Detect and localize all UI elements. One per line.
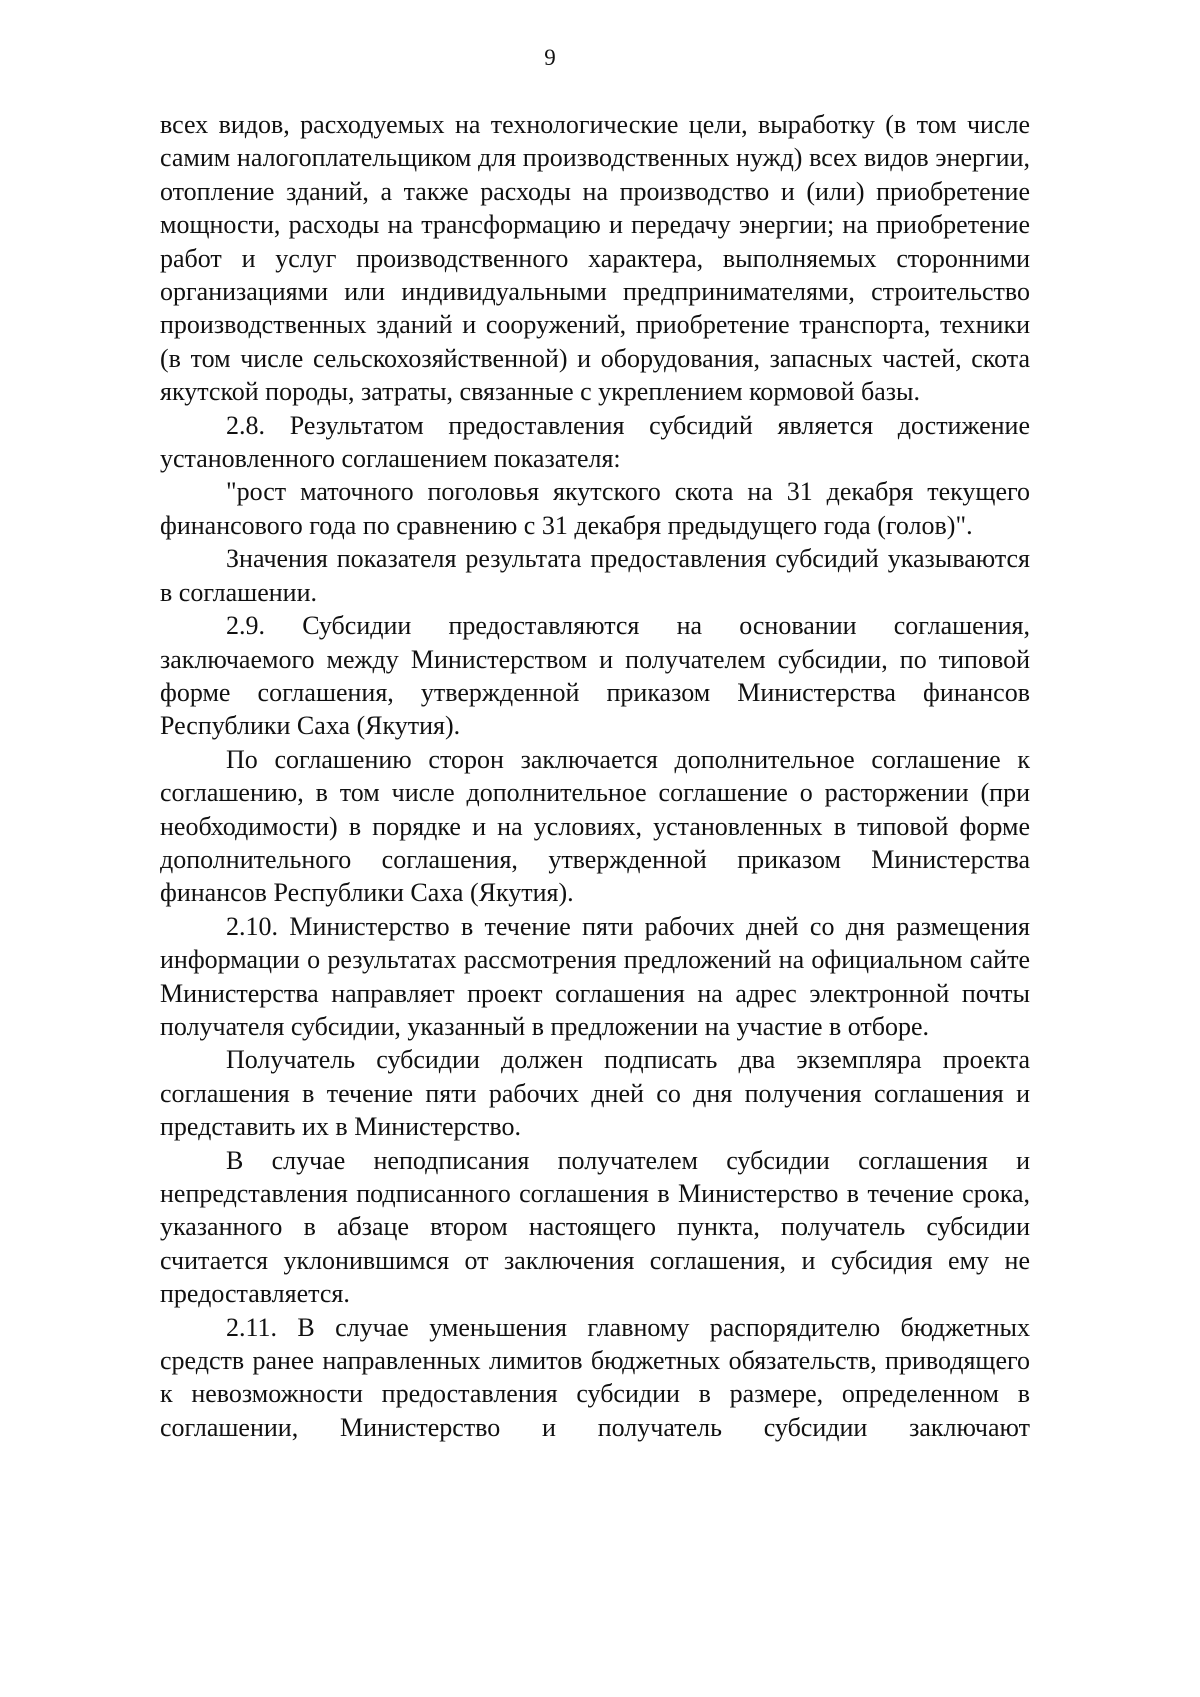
paragraph-result-indicator: "рост маточного поголовья якутского скота на 31 декабря текущего финансового года по сравнению с 31 декабря предыдущего года (голов)". [160,477,1030,540]
paragraph-clause-2-11: 2.11. В случае уменьшения главному распорядителю бюджетных средств ранее направленных лимитов бюджетных обязательств, приводящего к невозможности предоставления субсидии в размере, определенном в соглашении, Министерство и получатель субсидии заключают [160,1312,1030,1442]
paragraph-clause-2-8: 2.8. Результатом предоставления субсидий является достижение установленного соглашением показателя: [160,410,1030,474]
paragraph-refusal-to-sign: В случае неподписания получателем субсидии соглашения и непредставления подписанного соглашения в Министерство в течение срока, указанного в абзаце втором настоящего пункта, получатель субсидии считается уклонившимся от заключения соглашения, и субсидия ему не предоставляется. [160,1145,1030,1309]
paragraph-continuation: всех видов, расходуемых на технологические цели, выработку (в том числе самим налогоплательщиком для производственных нужд) всех видов энергии, отопление зданий, а также расходы на производство и (или) приобретение мощности, расходы на трансформацию и передачу энергии; на приобретение работ и услуг производственного характера, выполняемых сторонними организациями или индивидуальными предпринимателями, строительство производственных зданий и сооружений, приобретение транспорта, техники (в том числе сельскохозяйственной) и оборудования, запасных частей, скота якутской породы, затраты, связанные с укреплением кормовой базы. [160,110,1030,407]
paragraph-clause-2-9: 2.9. Субсидии предоставляются на основании соглашения, заключаемого между Министерством и получателем субсидии, по типовой форме соглашения, утвержденной приказом Министерства финансов Республики Саха (Якутия). [160,611,1030,741]
page-number: 9 [544,45,556,70]
document-body [160,108,1030,1444]
paragraph-clause-2-10: 2.10. Министерство в течение пяти рабочих дней со дня размещения информации о результатах рассмотрения предложений на официальном сайте Министерства направляет проект соглашения на адрес электронной почты получателя субсидии, указанный в предложении на участие в отборе. [160,911,1030,1041]
paragraph-additional-agreement: По соглашению сторон заключается дополнительное соглашение к соглашению, в том числе дополнительное соглашение о расторжении (при необходимости) в порядке и на условиях, установленных в типовой форме дополнительного соглашения, утвержденной приказом Министерства финансов Республики Саха (Якутия). [160,744,1030,908]
paragraph-indicator-values: Значения показателя результата предоставления субсидий указываются в соглашении. [160,544,1030,607]
paragraph-signing-requirement: Получатель субсидии должен подписать два экземпляра проекта соглашения в течение пяти рабочих дней со дня получения соглашения и представить их в Министерство. [160,1045,1030,1142]
